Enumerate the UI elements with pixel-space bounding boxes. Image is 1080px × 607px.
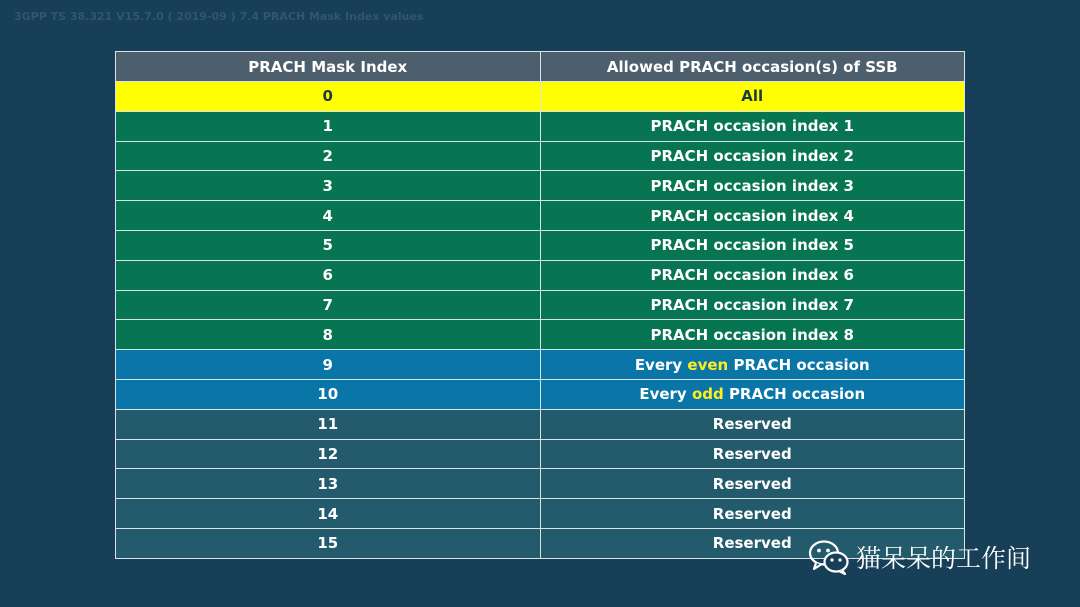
mask-index-cell: 0 (116, 82, 541, 112)
mask-index-cell: 15 (116, 528, 541, 558)
mask-index-cell: 14 (116, 499, 541, 529)
occasion-text-prefix: Every (634, 355, 688, 374)
table-row (116, 260, 965, 290)
mask-index-cell: 11 (116, 409, 541, 439)
allowed-occasion-cell: PRACH occasion index 1 (540, 111, 965, 141)
table-row (116, 111, 965, 141)
table-row (116, 379, 965, 409)
mask-index-cell: 2 (116, 141, 541, 171)
wechat-icon (808, 538, 850, 576)
table-row (116, 171, 965, 201)
allowed-occasion-cell: Reserved (540, 409, 965, 439)
table-row (116, 409, 965, 439)
table-row (116, 469, 965, 499)
allowed-occasion-cell: PRACH occasion index 3 (540, 171, 965, 201)
allowed-occasion-cell: PRACH occasion index 5 (540, 230, 965, 260)
mask-index-cell: 7 (116, 290, 541, 320)
allowed-occasion-cell: Reserved (540, 499, 965, 529)
table-row (116, 230, 965, 260)
mask-index-cell: 3 (116, 171, 541, 201)
prach-mask-index-table (115, 51, 965, 559)
table-row (116, 350, 965, 380)
mask-index-cell: 10 (116, 379, 541, 409)
allowed-occasion-cell (540, 350, 965, 380)
table-row (116, 320, 965, 350)
allowed-occasion-cell: PRACH occasion index 8 (540, 320, 965, 350)
highlight-odd: odd (691, 385, 724, 404)
mask-index-cell: 6 (116, 260, 541, 290)
table-row (116, 499, 965, 529)
table-row (116, 290, 965, 320)
mask-index-cell: 1 (116, 111, 541, 141)
watermark-text: 猫呆呆的工作间 (856, 544, 1032, 573)
allowed-occasion-cell: PRACH occasion index 4 (540, 201, 965, 231)
table-row (116, 82, 965, 112)
table-row (116, 201, 965, 231)
document-caption: 3GPP TS 38.321 V15.7.0 ( 2019-09 ) 7.4 PRACH Mask Index values (14, 10, 424, 23)
allowed-occasion-cell: Reserved (540, 528, 965, 558)
mask-index-cell: 9 (116, 350, 541, 380)
column-header-allowed-occasions: Allowed PRACH occasion(s) of SSB (540, 52, 965, 82)
mask-index-cell: 5 (116, 230, 541, 260)
table-header-row (116, 52, 965, 82)
table-row (116, 439, 965, 469)
allowed-occasion-cell (540, 379, 965, 409)
table-row (116, 141, 965, 171)
occasion-text-prefix: Every (639, 385, 692, 404)
allowed-occasion-cell: Reserved (540, 469, 965, 499)
watermark (808, 538, 1031, 576)
mask-index-cell: 12 (116, 439, 541, 469)
mask-index-cell: 4 (116, 201, 541, 231)
occasion-text-suffix: PRACH occasion (723, 385, 866, 404)
allowed-occasion-cell: PRACH occasion index 7 (540, 290, 965, 320)
mask-index-cell: 8 (116, 320, 541, 350)
allowed-occasion-cell: Reserved (540, 439, 965, 469)
allowed-occasion-cell: PRACH occasion index 6 (540, 260, 965, 290)
mask-index-cell: 13 (116, 469, 541, 499)
allowed-occasion-cell: PRACH occasion index 2 (540, 141, 965, 171)
column-header-mask-index: PRACH Mask Index (116, 52, 541, 82)
occasion-text-suffix: PRACH occasion (728, 355, 870, 374)
allowed-occasion-cell: All (540, 82, 965, 112)
highlight-even: even (687, 355, 729, 374)
